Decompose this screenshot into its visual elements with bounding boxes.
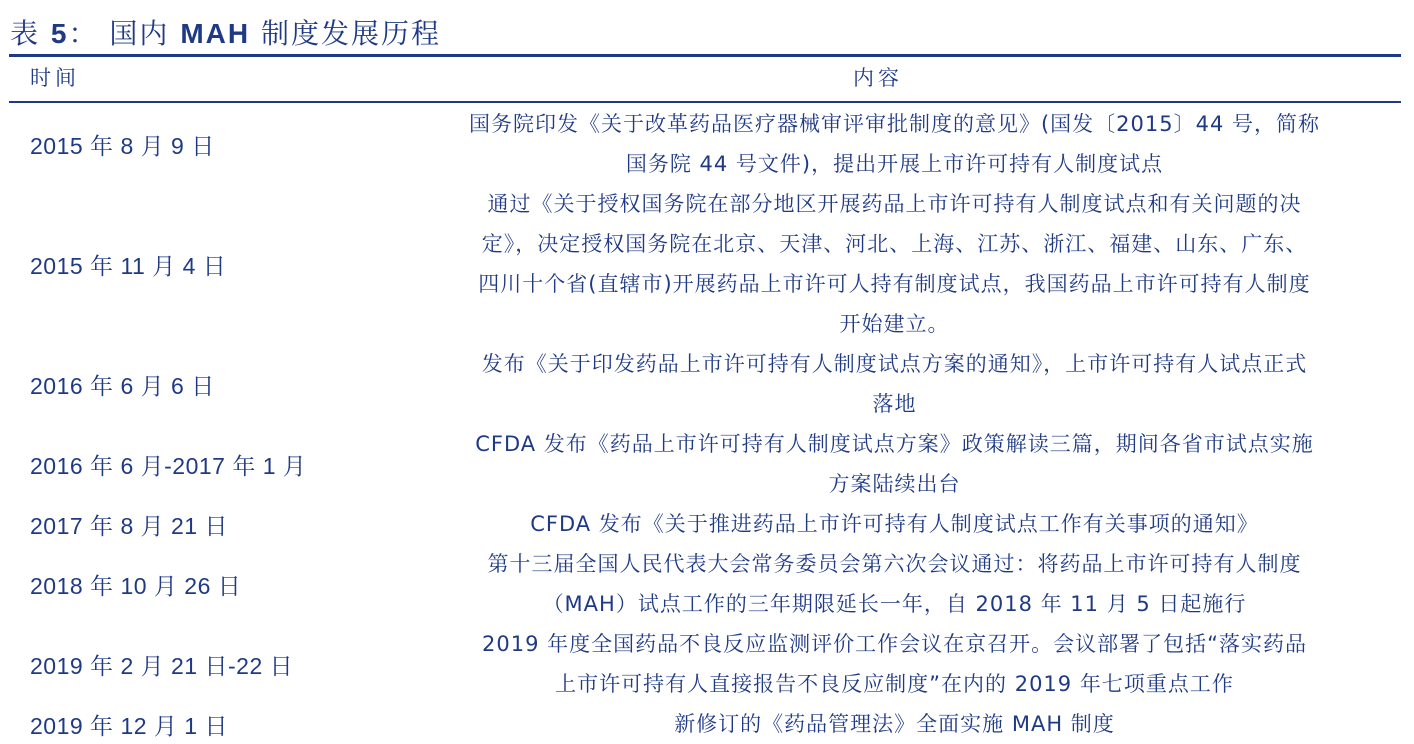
content-line: 国务院印发《关于改革药品医疗器械审评审批制度的意见》(国发〔2015〕44 号，简称 [468,112,1321,136]
table-row [9,344,1401,424]
table-row [9,624,1401,704]
content-line: （MAH）试点工作的三年期限延长一年，自 2018 年 11 月 5 日起施行 [542,592,1247,616]
content-line: 落地 [872,392,917,416]
content-line: 四川十个省(直辖市)开展药品上市许可人持有制度试点，我国药品上市许可持有人制度 [478,272,1311,296]
title-colon: ： [68,17,99,50]
content-line: 新修订的《药品管理法》全面实施 MAH 制度 [674,712,1115,736]
title-text-after: 制度发展历程 [250,17,441,50]
content-line: 2019 年度全国药品不良反应监测评价工作会议在京召开。会议部署了包括“落实药品 [482,632,1307,656]
content-cell [388,504,1401,544]
content-line: 方案陆续出台 [828,472,961,496]
content-cell [388,424,1401,504]
content-cell [388,344,1401,424]
table-title [10,14,441,54]
title-prefix: 表 [10,17,51,50]
table-row [9,544,1401,624]
content-cell [388,704,1401,744]
header-rule [9,101,1401,103]
date-cell: 2019 年 2 月 21 日-22 日 [30,652,294,679]
content-line: 定》，决定授权国务院在北京、天津、河北、上海、江苏、浙江、福建、山东、广东、 [481,232,1308,256]
date-cell: 2016 年 6 月 6 日 [30,372,215,399]
top-rule [9,54,1401,57]
table-row [9,184,1401,344]
column-header-time: 时间 [30,66,80,90]
table-row [9,704,1401,744]
date-cell: 2019 年 12 月 1 日 [30,712,228,739]
table-row [9,504,1401,544]
content-line: 第十三届全国人民代表大会常务委员会第六次会议通过：将药品上市许可持有人制度 [487,552,1302,576]
content-line: 国务院 44 号文件)，提出开展上市许可持有人制度试点 [625,152,1164,176]
content-cell [388,624,1401,704]
table-row [9,424,1401,504]
date-cell: 2018 年 10 月 26 日 [30,572,242,599]
date-cell: 2017 年 8 月 21 日 [30,512,228,539]
date-cell: 2016 年 6 月-2017 年 1 月 [30,452,307,479]
content-line: 发布《关于印发药品上市许可持有人制度试点方案的通知》，上市许可持有人试点正式 [481,352,1308,376]
content-line: CFDA 发布《关于推进药品上市许可持有人制度试点工作有关事项的通知》 [530,512,1259,536]
table-row [9,104,1401,184]
date-cell: 2015 年 8 月 9 日 [30,132,215,159]
content-cell [388,544,1401,624]
date-cell: 2015 年 11 月 4 日 [30,252,227,279]
title-number: 5 [50,18,69,49]
column-header-content: 内容 [853,66,903,90]
title-text-before: 国内 [98,17,181,50]
content-line: 开始建立。 [839,312,950,336]
content-line: 通过《关于授权国务院在部分地区开展药品上市许可持有人制度试点和有关问题的决 [487,192,1302,216]
timeline-table [9,104,1401,744]
title-highlight: MAH [180,18,251,49]
content-cell [388,104,1401,184]
content-line: CFDA 发布《药品上市许可持有人制度试点方案》政策解读三篇，期间各省市试点实施 [475,432,1314,456]
content-line: 上市许可持有人直接报告不良反应制度”在内的 2019 年七项重点工作 [555,672,1234,696]
content-cell [388,184,1401,344]
